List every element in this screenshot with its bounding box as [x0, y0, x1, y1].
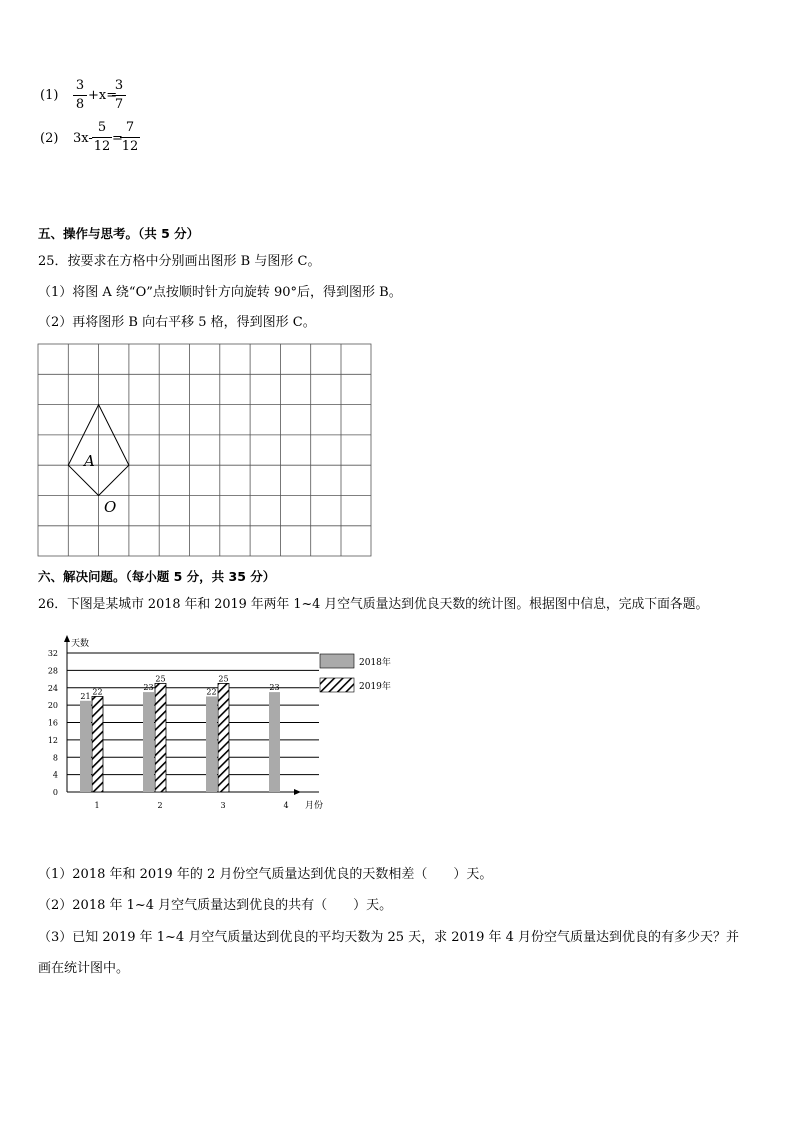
- point-o-label: O: [104, 498, 117, 516]
- x-tick-label: 3: [220, 801, 226, 810]
- question-25: 25．按要求在方格中分别画出图形 B 与图形 C。: [38, 254, 321, 269]
- x-tick-label: 1: [94, 801, 100, 810]
- legend-swatch-2018年: [320, 654, 354, 668]
- bar-2019年: [92, 696, 103, 792]
- y-tick-label: 0: [52, 788, 58, 797]
- question-26: 26．下图是某城市 2018 年和 2019 年两年 1~4 月空气质量达到优良天数的统计图。根据图中信息，完成下面各题。: [38, 597, 709, 612]
- section-5-heading: 五、操作与思考。（共 5 分）: [38, 226, 200, 241]
- bar-2018年: [206, 696, 217, 792]
- question-25-part-2: （2）再将图形 B 向右平移 5 格，得到图形 C。: [38, 315, 316, 330]
- equation-2-fraction-2: 7 12: [121, 120, 139, 154]
- y-tick-label: 4: [52, 770, 58, 780]
- bar-2018年: [80, 701, 91, 792]
- section-6-heading: 六、解决问题。（每小题 5 分，共 35 分）: [38, 569, 276, 584]
- equation-2-fraction-1: 5 12: [93, 120, 111, 154]
- figure-a-label: A: [84, 452, 95, 470]
- x-axis-arrow: [294, 789, 301, 795]
- data-label: 23: [143, 683, 154, 693]
- y-axis-label: 天数: [71, 639, 90, 649]
- legend-label: 2018年: [359, 658, 391, 668]
- y-axis-arrow: [64, 635, 70, 642]
- grid-figure: [37, 343, 373, 558]
- equation-1-operator: +x=: [88, 88, 118, 103]
- y-tick-label: 28: [47, 666, 58, 676]
- y-tick-label: 8: [52, 753, 58, 763]
- y-tick-label: 16: [47, 718, 58, 728]
- question-26-part-1: （1）2018 年和 2019 年的 2 月份空气质量达到优良的天数相差（ ）天。: [38, 867, 493, 882]
- data-label: 22: [92, 687, 103, 697]
- equation-1-fraction-2: 3 7: [112, 79, 126, 112]
- data-label: 23: [269, 683, 280, 693]
- bar-2018年: [269, 692, 280, 792]
- question-26-part-3-line-1: （3）已知 2019 年 1~4 月空气质量达到优良的平均天数为 25 天，求 2019 年 4 月份空气质量达到优良的有多少天？并: [38, 930, 740, 945]
- legend-swatch-2019年: [320, 678, 354, 692]
- data-label: 21: [80, 691, 91, 701]
- y-tick-label: 32: [47, 649, 58, 658]
- data-label: 25: [218, 674, 229, 684]
- equation-2-operator: =: [112, 131, 123, 146]
- grid-lines: [38, 344, 371, 556]
- x-tick-label: 4: [283, 801, 289, 810]
- equation-2-prefix: 3x-: [73, 131, 93, 146]
- bar-chart: [40, 632, 400, 817]
- y-tick-label: 24: [47, 683, 58, 693]
- data-label: 22: [206, 687, 217, 697]
- bar-2018年: [143, 692, 154, 792]
- legend-label: 2019年: [359, 682, 391, 692]
- equation-1-number: (1): [40, 88, 59, 103]
- data-label: 25: [155, 674, 166, 684]
- question-26-part-3-line-2: 画在统计图中。: [38, 961, 130, 976]
- equation-1-fraction-1: 3 8: [73, 79, 87, 112]
- question-26-part-2: （2）2018 年 1~4 月空气质量达到优良的共有（ ）天。: [38, 898, 393, 913]
- question-25-part-1: （1）将图 A 绕“O”点按顺时针方向旋转 90°后，得到图形 B。: [38, 285, 402, 300]
- bar-2019年: [218, 683, 229, 792]
- y-tick-label: 20: [47, 701, 58, 711]
- x-axis-label: 月份: [305, 801, 324, 811]
- y-tick-label: 12: [47, 735, 58, 745]
- equation-2-number: (2): [40, 131, 59, 146]
- bar-2019年: [155, 683, 166, 792]
- x-tick-label: 2: [157, 801, 163, 810]
